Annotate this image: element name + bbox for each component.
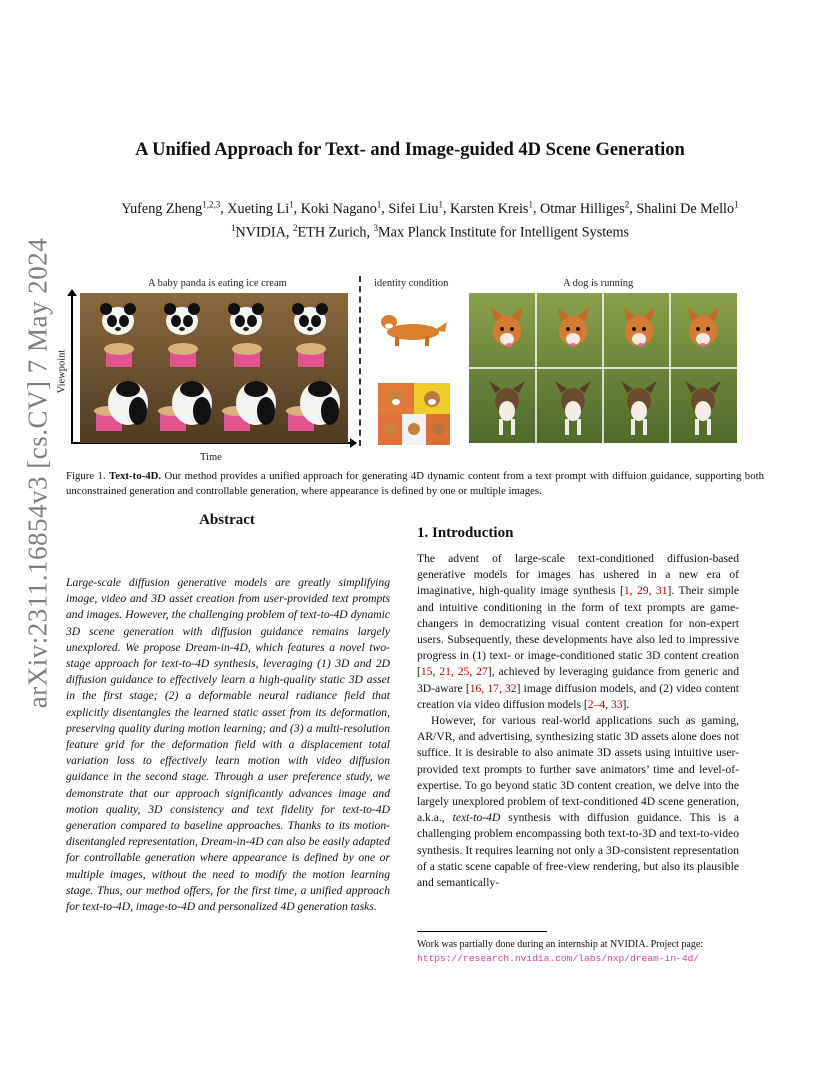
author-block <box>40 195 820 242</box>
author: Koki Nagano$^1$ <box>300 199 382 217</box>
identity-multi-images <box>378 383 450 445</box>
dog-prompt-label: A dog is running <box>563 278 634 289</box>
panda-frames-grid <box>80 293 348 443</box>
arxiv-id-text: arXiv:2311.16854v3 [cs.CV] 7 May 2024 <box>22 237 53 709</box>
author: Sifei Liu$^1$ <box>388 199 443 217</box>
citation-link[interactable]: 2–4, 33 <box>587 697 623 711</box>
citation-link[interactable]: 16, 17, 32 <box>469 681 517 695</box>
footnote-rule <box>417 931 547 932</box>
affiliation-list: $^1$NVIDIA, $^2$ETH Zurich, $^3$Max Planck Institute for Intelligent Systems <box>230 222 630 241</box>
time-axis-label: Time <box>200 452 222 463</box>
caption-bold: Text-to-4D. <box>109 470 162 482</box>
author-list: Yufeng Zheng$^{1,2,3}$, Xueting Li$^1$, Koki Nagano$^1$, Sifei Liu$^1$, Karsten Kreis$^1$, Otmar Hilliges$^2$, Shalini De Mello$^1$ <box>121 199 739 217</box>
author: Shalini De Mello$^1$ <box>636 199 739 217</box>
author: Xueting Li$^1$ <box>227 199 294 217</box>
figure-1 <box>56 276 766 466</box>
arxiv-identifier <box>18 237 58 709</box>
intro-body <box>417 551 739 891</box>
viewpoint-axis-arrow <box>71 293 73 443</box>
author: Yufeng Zheng$^{1,2,3}$ <box>121 199 221 217</box>
intro-paragraph-1: The advent of large-scale text-conditioned diffusion-based generative models for images has ushered in a new era of imaginative, high-quality image synthesis [1, 29, 31]. Their simple and intuitive conditioning in the form of text prompts are game-changers in democratizing visual content creation for non-expert users. Subsequently, these developments have also led to impressive progress in (1) text- or image-conditioned static 3D content creation [15, 21, 25, 27], achieved by leveraging guidance from generic and 3D-aware [16, 17, 32] image diffusion models, and (2) video content creation via video diffusion models [2–4, 33]. <box>417 552 739 711</box>
intro-paragraph-2: However, for various real-world applications such as gaming, AR/VR, and advertising, synthesizing static 3D assets alone does not suffice. It is desirable to also animate 3D assets using intuitive user-provided text prompts to further save animators’ time and level-of-expertise. To go beyond static 3D content creation, we delve into the largely unexplored problem of text-conditioned 4D scene generation, a.k.a., text-to-4D synthesis with diffusion guidance. This is a challenging problem encompassing both text-to-3D and text-to-video synthesis. It requires learning not only a 3D-consistent representation of a static scene capable of free-view rendering, but also its plausible and semantically- <box>417 714 739 890</box>
footnote <box>417 938 747 966</box>
identity-condition-label: identity condition <box>374 278 449 289</box>
footnote-text: Work was partially done during an internship at NVIDIA. Project page: <box>417 939 704 950</box>
citation-link[interactable]: 1, 29, 31 <box>623 584 668 598</box>
author: Karsten Kreis$^1$ <box>450 199 533 217</box>
identity-single-image <box>375 304 451 350</box>
figure-divider <box>359 276 361 446</box>
abstract-text: Large-scale diffusion generative models are greatly simplifying image, video and 3D asset creation from user-provided text prompts and images. However, the challenging problem of text-to-4D dynamic 3D scene generation with diffusion guidance remains largely unexplored. We propose Dream-in-4D, which features a novel two-stage approach for text-to-4D synthesis, leveraging (1) 3D and 2D diffusion guidance to effectively learn a high-quality static 3D asset in the first stage; (2) a deformable neural radiance field that explicitly disentangles the learned static asset from its deformation, preserving quality during motion learning; and (3) a multi-resolution feature grid for the deformation field with a displacement total variation loss to effectively learn motion with video diffusion guidance in the second stage. Through a user preference study, we demonstrate that our approach significantly advances image and motion quality, 3D consistency and text fidelity for text-to-4D generation compared to baseline approaches. Thanks to its motion-disentangled representation, Dream-in-4D can also be easily adapted for controllable generation where appearance is defined by one or multiple images, without the need to modify the motion learning stage. Thus, our method offers, for the first time, a unified approach for text-to-4D, image-to-4D and personalized 4D generation tasks. <box>66 576 390 914</box>
paper-title: A Unified Approach for Text- and Image-guided 4D Scene Generation <box>135 140 685 160</box>
author: Otmar Hilliges$^2$ <box>540 199 630 217</box>
viewpoint-axis-label: Viewpoint <box>56 349 68 394</box>
figure-caption <box>66 469 764 499</box>
caption-text: Our method provides a unified approach for generating 4D dynamic content from a text prompt with diffuion guidance, supporting both unconstrained generation and controllable generation, where appearance is defined by one or multiple images. <box>66 470 765 497</box>
citation-link[interactable]: 15, 21, 25, 27 <box>420 665 488 679</box>
abstract-heading: Abstract <box>199 512 255 528</box>
project-page-link[interactable]: https://research.nvidia.com/labs/nxp/dream-in-4d/ <box>417 953 700 964</box>
caption-label: Figure 1. <box>66 470 106 482</box>
dog-frames-grid <box>469 293 737 443</box>
intro-heading: 1. Introduction <box>417 525 514 541</box>
panda-prompt-label: A baby panda is eating ice cream <box>148 278 287 289</box>
